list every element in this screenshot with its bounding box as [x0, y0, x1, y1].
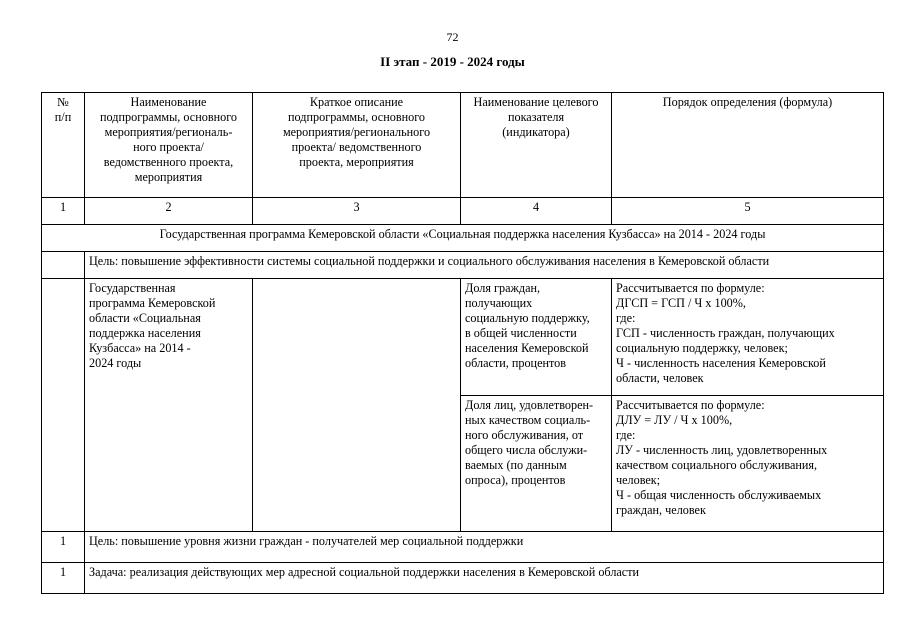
- column-number: 4: [461, 198, 612, 225]
- cell-line: ДГСП = ГСП / Ч x 100%,: [616, 296, 746, 310]
- header-col-indicator: [461, 93, 612, 198]
- program-name-cell: [85, 279, 253, 532]
- cell-line: Наименование целевого: [473, 95, 599, 109]
- cell-line: области, человек: [616, 371, 704, 385]
- indicator-formula: [612, 279, 884, 396]
- cell-line: мероприятия/региональ-: [104, 125, 233, 139]
- goal-number-cell: [42, 252, 85, 279]
- cell-line: где:: [616, 311, 636, 325]
- cell-line: области «Социальная: [89, 311, 201, 325]
- cell-line: п/п: [54, 110, 72, 124]
- header-col-name: [85, 93, 253, 198]
- cell-line: проекта/ ведомственного: [291, 140, 422, 154]
- cell-line: социальную поддержку, человек;: [616, 341, 788, 355]
- cell-line: Государственная: [89, 281, 176, 295]
- cell-line: ЛУ - численность лиц, удовлетворенных: [616, 443, 828, 457]
- cell-line: Наименование: [130, 95, 207, 109]
- table-header-row: [42, 93, 884, 198]
- cell-line: социальную поддержку,: [465, 311, 590, 325]
- column-number: 3: [253, 198, 461, 225]
- cell-line: ДЛУ = ЛУ / Ч x 100%,: [616, 413, 733, 427]
- goal-text: Цель: повышение эффективности системы социальной поддержки и социального обслуживания населения в Кемеровской области: [85, 252, 884, 279]
- indicator-name: [461, 279, 612, 396]
- cell-line: ведомственного проекта,: [103, 155, 234, 169]
- goal-row: [42, 252, 884, 279]
- cell-line: подпрограммы, основного: [288, 110, 425, 124]
- cell-line: подпрограммы, основного: [100, 110, 237, 124]
- column-number-row: [42, 198, 884, 225]
- header-col-description: [253, 93, 461, 198]
- program-number-cell: [42, 279, 85, 532]
- row-number: 1: [42, 532, 85, 563]
- column-number: 1: [42, 198, 85, 225]
- column-number: 2: [85, 198, 253, 225]
- cell-line: где:: [616, 428, 636, 442]
- stage-title: II этап - 2019 - 2024 годы: [380, 54, 525, 69]
- program-title: Государственная программа Кемеровской области «Социальная поддержка населения Кузбасса» на 2014 - 2024 годы: [42, 225, 884, 252]
- cell-line: Рассчитывается по формуле:: [616, 281, 765, 295]
- cell-line: области, процентов: [465, 356, 567, 370]
- cell-line: ваемых (по данным: [465, 458, 567, 472]
- cell-line: населения Кемеровской: [465, 341, 589, 355]
- cell-line: Ч - общая численность обслуживаемых: [616, 488, 822, 502]
- cell-line: 2024 годы: [89, 356, 142, 370]
- cell-line: ных качеством социаль-: [465, 413, 591, 427]
- cell-line: №: [57, 95, 69, 109]
- cell-line: программа Кемеровской: [89, 296, 216, 310]
- row-number: 1: [42, 563, 85, 594]
- program-description-cell: [253, 279, 461, 532]
- cell-line: Рассчитывается по формуле:: [616, 398, 765, 412]
- cell-line: опроса), процентов: [465, 473, 566, 487]
- cell-line: показателя: [507, 110, 565, 124]
- task-text: Задача: реализация действующих мер адресной социальной поддержки населения в Кемеровской области: [85, 563, 884, 594]
- target-goal-text: Цель: повышение уровня жизни граждан - получателей мер социальной поддержки: [85, 532, 884, 563]
- cell-line: мероприятия/регионального: [282, 125, 431, 139]
- header-col-number: [42, 93, 85, 198]
- indicator-row: [42, 279, 884, 396]
- cell-line: ного проекта/: [133, 140, 204, 154]
- cell-line: человек;: [616, 473, 661, 487]
- task-row: [42, 563, 884, 594]
- column-number: 5: [612, 198, 884, 225]
- cell-line: проекта, мероприятия: [299, 155, 414, 169]
- program-title-row: [42, 225, 884, 252]
- cell-line: ГСП - численность граждан, получающих: [616, 326, 835, 340]
- indicator-name: [461, 396, 612, 532]
- page-number: 72: [446, 30, 459, 44]
- cell-line: граждан, человек: [616, 503, 706, 517]
- cell-line: Доля граждан,: [465, 281, 541, 295]
- cell-line: поддержка населения: [89, 326, 201, 340]
- cell-line: получающих: [465, 296, 533, 310]
- cell-line: общего числа обслужи-: [465, 443, 588, 457]
- cell-line: мероприятия: [134, 170, 203, 184]
- target-row: [42, 532, 884, 563]
- program-table: [41, 92, 884, 594]
- cell-line: качеством социального обслуживания,: [616, 458, 818, 472]
- cell-line: (индикатора): [502, 125, 570, 139]
- cell-line: Ч - численность населения Кемеровской: [616, 356, 826, 370]
- cell-line: Доля лиц, удовлетворен-: [465, 398, 594, 412]
- indicator-formula: [612, 396, 884, 532]
- cell-line: ного обслуживания, от: [465, 428, 584, 442]
- cell-line: Краткое описание: [309, 95, 404, 109]
- cell-line: в общей численности: [465, 326, 577, 340]
- cell-line: Кузбасса» на 2014 -: [89, 341, 191, 355]
- cell-line: Порядок определения (формула): [662, 95, 833, 109]
- header-col-formula: [612, 93, 884, 198]
